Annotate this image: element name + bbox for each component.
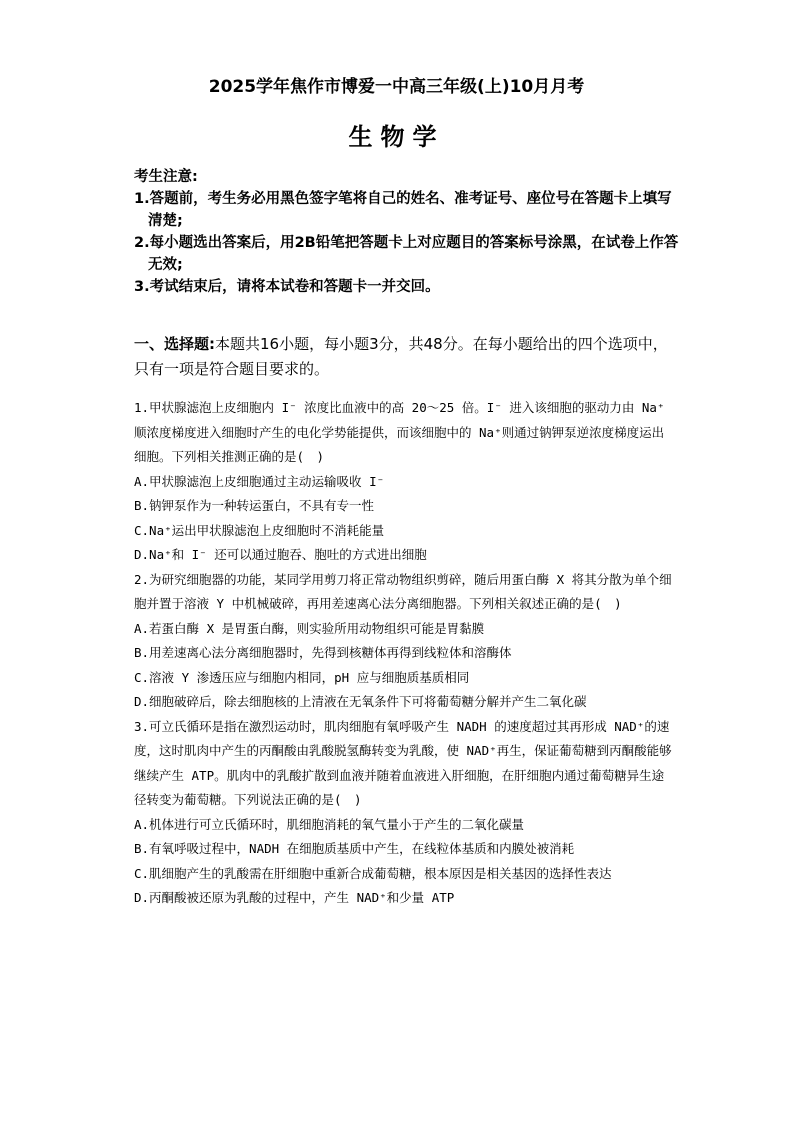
option-c: C.Na⁺运出甲状腺滤泡上皮细胞时不消耗能量 xyxy=(134,522,385,538)
option-b: B.钠钾泵作为一种转运蛋白，不具有专一性 xyxy=(134,498,375,513)
option-d: D.细胞破碎后，除去细胞核的上清液在无氧条件下可将葡萄糖分解并产生二氧化碳 xyxy=(134,694,587,709)
question-list xyxy=(134,396,674,911)
question-stem: 2.为研究细胞器的功能，某同学用剪刀将正常动物组织剪碎，随后用蛋白酶 X 将其分散为单个细胞并置于溶液 Y 中机械破碎，再用差速离心法分离细胞器。下列相关叙述正确的是( ) xyxy=(134,571,672,611)
option-c: C.溶液 Y 渗透压应与细胞内相同，pH 应与细胞质基质相同 xyxy=(134,669,470,685)
section-lead: 一、选择题: xyxy=(134,335,215,353)
option-d: D.丙酮酸被还原为乳酸的过程中，产生 NAD⁺和少量 ATP xyxy=(134,890,455,905)
notice-item: 2.每小题选出答案后，用2B铅笔把答题卡上对应题目的答案标号涂黑，在试卷上作答无效; xyxy=(134,235,679,273)
question-1 xyxy=(134,396,674,568)
option-c: C.肌细胞产生的乳酸需在肝细胞中重新合成葡萄糖，根本原因是相关基因的选择性表达 xyxy=(134,865,612,881)
question-2 xyxy=(134,568,674,715)
question-3 xyxy=(134,715,674,911)
examinee-notice xyxy=(134,166,679,298)
option-b: B.有氧呼吸过程中，NADH 在细胞质基质中产生，在线粒体基质和内膜处被消耗 xyxy=(134,841,575,856)
notice-item: 1.答题前，考生务必用黑色签字笔将自己的姓名、准考证号、座位号在答题卡上填写清楚; xyxy=(134,191,672,229)
option-d: D.Na⁺和 I⁻ 还可以通过胞吞、胞吐的方式进出细胞 xyxy=(134,547,427,562)
section-text: 本题共16小题，每小题3分，共48分。在每小题给出的四个选项中，只有一项是符合题目要求的。 xyxy=(134,335,668,378)
option-a: A.机体进行可立氏循环时，肌细胞消耗的氧气量小于产生的二氧化碳量 xyxy=(134,816,525,832)
exam-title: 2025学年焦作市博爱一中高三年级(上)10月月考 xyxy=(208,77,585,97)
option-a: A.若蛋白酶 X 是胃蛋白酶，则实验所用动物组织可能是胃黏膜 xyxy=(134,620,485,636)
subject-title: 生物学 xyxy=(348,123,445,151)
notice-heading: 考生注意: xyxy=(134,169,198,185)
question-stem: 1.甲状腺滤泡上皮细胞内 I⁻ 浓度比血液中的高 20～25 倍。I⁻ 进入该细胞的驱动力由 Na⁺顺浓度梯度进入细胞时产生的电化学势能提供，而该细胞中的 Na⁺则通过钠钾泵逆浓度梯度运出细胞。下列相关推测正确的是( ) xyxy=(134,400,665,464)
notice-item: 3.考试结束后，请将本试卷和答题卡一并交回。 xyxy=(134,279,440,295)
option-b: B.用差速离心法分离细胞器时，先得到核糖体再得到线粒体和溶酶体 xyxy=(134,645,512,660)
section-heading xyxy=(134,332,674,382)
question-stem: 3.可立氏循环是指在激烈运动时，肌肉细胞有氧呼吸产生 NADH 的速度超过其再形成 NAD⁺的速度，这时肌肉中产生的丙酮酸由乳酸脱氢酶转变为乳酸，使 NAD⁺再生，保证葡萄糖到丙酮酸能够继续产生 ATP。肌肉中的乳酸扩散到血液并随着血液进入肝细胞，在肝细胞内通过葡萄糖异生途径转变为葡萄糖。下列说法正确的是( ) xyxy=(134,718,672,807)
option-a: A.甲状腺滤泡上皮细胞通过主动运输吸收 I⁻ xyxy=(134,473,385,489)
